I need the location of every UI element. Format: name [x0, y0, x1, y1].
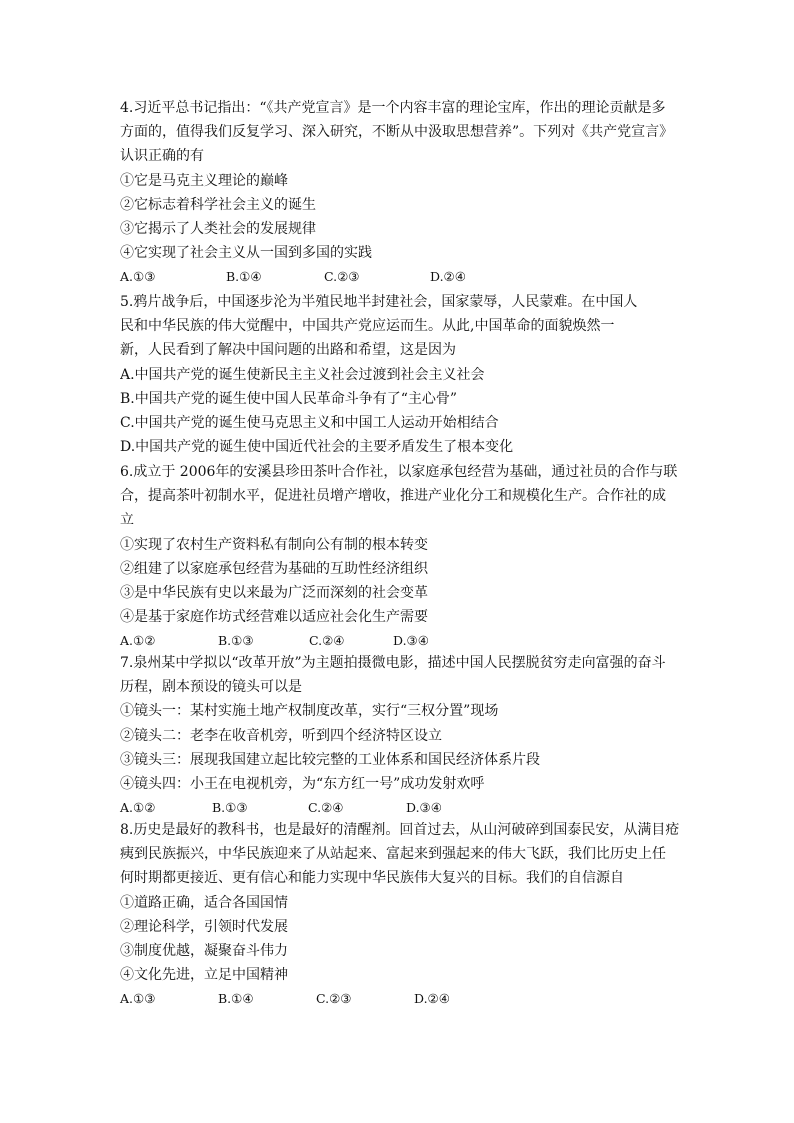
question-4 — [120, 96, 690, 290]
statement-item: ②镜头二：老李在收音机旁，听到四个经济特区设立 — [120, 727, 442, 744]
question-7 — [120, 651, 690, 820]
question-stem-line: 新，人民看到了解决中国问题的出路和希望，这是因为 — [120, 342, 456, 359]
question-stem-line: 何时期都更接近、更有信心和能力实现中华民族伟大复兴的目标。我们的自信源自 — [120, 870, 624, 887]
statement-item: ①镜头一：某村实施土地产权制度改革，实行“三权分置”现场 — [120, 703, 499, 720]
question-stem-line: 立 — [120, 512, 134, 529]
answer-option-b[interactable]: B.①③ — [212, 800, 248, 816]
question-stem-line: 5.鸦片战争后，中国逐步沦为半殖民地半封建社会，国家蒙辱，人民蒙难。在中国人 — [120, 294, 638, 310]
question-stem-line: 历程，剧本预设的镜头可以是 — [120, 679, 302, 696]
statement-item: ②它标志着科学社会主义的诞生 — [120, 196, 316, 213]
statement-item: ①实现了农村生产资料私有制向公有制的根本转变 — [120, 536, 428, 553]
question-6 — [120, 460, 690, 654]
statement-item: ④它实现了社会主义从一国到多国的实践 — [120, 245, 372, 262]
answer-option-c[interactable]: C.②④ — [308, 800, 344, 816]
question-stem-line: 6.成立于 2006年的安溪县珍田茶叶合作社，以家庭承包经营为基础，通过社员的合作与联 — [120, 464, 678, 480]
question-8 — [120, 818, 690, 1012]
question-stem-line: 合，提高茶叶初制水平，促进社员增产增收，推进产业化分工和规模化生产。合作社的成 — [120, 488, 666, 505]
question-stem-line: 7.泉州某中学拟以“改革开放”为主题拍摄微电影，描述中国人民摆脱贫穷走向富强的奋斗 — [120, 655, 666, 671]
statement-item: ④是基于家庭作坊式经营难以适应社会化生产需要 — [120, 609, 428, 626]
answer-option-d[interactable]: D.③④ — [406, 800, 442, 816]
statement-item: ①它是马克主义理论的巅峰 — [120, 172, 288, 189]
answer-option-d[interactable]: D.②④ — [414, 991, 450, 1007]
answer-option-a[interactable]: A.中国共产党的诞生使新民主主义社会过渡到社会主义社会 — [120, 366, 485, 383]
answer-option-c[interactable]: C.②③ — [316, 991, 352, 1007]
answer-option-c[interactable]: C.中国共产党的诞生使马克思主义和中国工人运动开始相结合 — [120, 414, 499, 431]
answer-option-d[interactable]: D.②④ — [430, 269, 466, 285]
question-stem-line: 民和中华民族的伟大觉醒中，中国共产党应运而生。从此,中国革命的面貌焕然一 — [120, 318, 615, 335]
statement-item: ①道路正确，适合各国国情 — [120, 894, 288, 911]
statement-item: ③它揭示了人类社会的发展规律 — [120, 220, 316, 237]
statement-item: ④镜头四：小王在电视机旁，为“东方红一号”成功发射欢呼 — [120, 775, 485, 792]
question-stem-line: 4.习近平总书记指出：“《共产党宣言》是一个内容丰富的理论宝库，作出的理论贡献是多 — [120, 100, 666, 116]
answer-option-a[interactable]: A.①② — [120, 633, 156, 649]
statement-item: ④文化先进，立足中国精神 — [120, 967, 288, 984]
answer-options — [120, 629, 690, 653]
answer-option-a[interactable]: A.①② — [120, 800, 156, 816]
answer-options — [120, 987, 690, 1011]
answer-option-c[interactable]: C.②③ — [324, 269, 360, 285]
answer-option-b[interactable]: B.①③ — [218, 633, 254, 649]
statement-item: ②组建了以家庭承包经营为基础的互助性经济组织 — [120, 560, 428, 577]
question-stem-line: 8.历史是最好的教科书，也是最好的清醒剂。回首过去，从山河破碎到国泰民安，从满目疮 — [120, 822, 680, 838]
statement-item: ②理论科学，引领时代发展 — [120, 918, 288, 935]
answer-option-d[interactable]: D.中国共产党的诞生使中国近代社会的主要矛盾发生了根本变化 — [120, 439, 514, 456]
answer-option-d[interactable]: D.③④ — [393, 633, 429, 649]
question-stem-line: 方面的，值得我们反复学习、深入研究，不断从中汲取思想营养”。下列对《共产党宣言》 — [120, 124, 674, 141]
answer-options — [120, 265, 690, 289]
question-stem-line: 认识正确的有 — [120, 148, 204, 165]
answer-option-b[interactable]: B.中国共产党的诞生使中国人民革命斗争有了“主心骨” — [120, 390, 458, 407]
answer-option-a[interactable]: A.①③ — [120, 269, 156, 285]
statement-item: ③制度优越，凝聚奋斗伟力 — [120, 942, 288, 959]
question-5 — [120, 290, 690, 459]
question-stem-line: 痍到民族振兴，中华民族迎来了从站起来、富起来到强起来的伟大飞跃，我们比历史上任 — [120, 846, 666, 863]
answer-options — [120, 796, 690, 820]
statement-item: ③是中华民族有史以来最为广泛而深刻的社会变革 — [120, 584, 428, 601]
statement-item: ③镜头三：展现我国建立起比较完整的工业体系和国民经济体系片段 — [120, 751, 540, 768]
answer-option-a[interactable]: A.①③ — [120, 991, 156, 1007]
answer-option-c[interactable]: C.②④ — [309, 633, 345, 649]
answer-option-b[interactable]: B.①④ — [226, 269, 262, 285]
answer-option-b[interactable]: B.①④ — [218, 991, 254, 1007]
